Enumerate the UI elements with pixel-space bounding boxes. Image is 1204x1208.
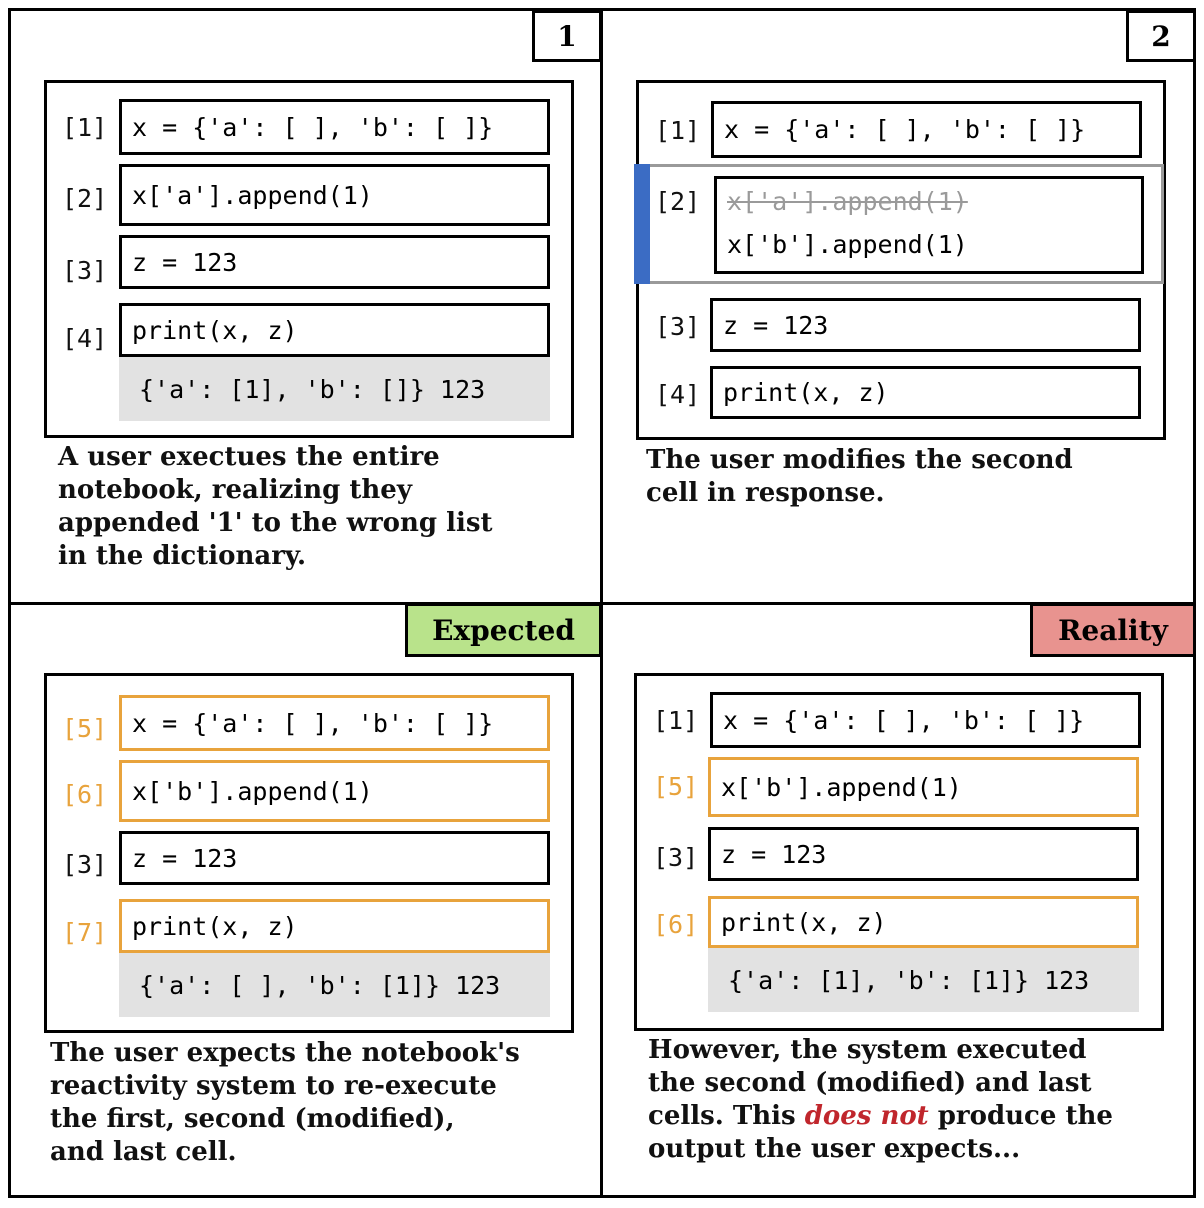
code-cell[interactable]: print(x, z) (710, 366, 1141, 419)
emphasis-text: does not (804, 1101, 929, 1131)
reality-tag: Reality (1030, 603, 1196, 657)
code-cell[interactable]: z = 123 (710, 298, 1141, 352)
cell-number: [6] (62, 780, 108, 809)
cell-output: {'a': [1], 'b': [1]} 123 (708, 948, 1139, 1012)
code-cell-modified[interactable] (714, 176, 1144, 274)
panel-1-tag: 1 (532, 10, 602, 62)
cell-number: [4] (655, 380, 701, 409)
panel-4-caption: However, the system executed the second (modified) and last cells. This does not produce the output the user expects... (648, 1035, 1113, 1164)
code-cell[interactable]: z = 123 (708, 827, 1139, 881)
cell-number: [5] (62, 714, 108, 743)
code-cell[interactable]: z = 123 (119, 235, 550, 289)
new-code: x['b'].append(1) (727, 230, 968, 259)
cell-number: [5] (653, 772, 699, 801)
horizontal-divider (8, 602, 1196, 605)
code-cell-reexecuted[interactable]: x = {'a': [ ], 'b': [ ]} (119, 695, 550, 751)
cell-number: [3] (653, 843, 699, 872)
cell-number: [1] (62, 113, 108, 142)
cell-number: [1] (653, 706, 699, 735)
removed-code: x['a'].append(1) (727, 187, 968, 216)
code-cell[interactable]: x['a'].append(1) (119, 164, 550, 226)
code-cell[interactable]: x = {'a': [ ], 'b': [ ]} (119, 99, 550, 155)
cell-number: [7] (62, 918, 108, 947)
code-cell[interactable]: x = {'a': [ ], 'b': [ ]} (710, 692, 1141, 748)
cell-number: [6] (653, 910, 699, 939)
cell-number: [4] (62, 324, 108, 353)
panel-1-caption: A user exectues the entire notebook, realizing they appended '1' to the wrong list in the dictionary. (58, 442, 493, 571)
code-cell-reexecuted[interactable]: x['b'].append(1) (708, 757, 1139, 817)
cell-number: [3] (655, 312, 701, 341)
expected-tag: Expected (405, 603, 602, 657)
cell-output: {'a': [ ], 'b': [1]} 123 (119, 953, 550, 1017)
cell-number: [2] (62, 184, 108, 213)
cell-number: [3] (62, 256, 108, 285)
code-cell-reexecuted[interactable]: print(x, z) (708, 896, 1139, 948)
panel-3-caption: The user expects the notebook's reactivity system to re-execute the first, second (modified), and last cell. (50, 1038, 520, 1167)
code-cell[interactable]: x = {'a': [ ], 'b': [ ]} (711, 101, 1142, 158)
selected-cell-accent-bar (634, 164, 650, 284)
code-cell-reexecuted[interactable]: print(x, z) (119, 899, 550, 953)
panel-2-caption: The user modifies the second cell in response. (646, 445, 1073, 508)
code-cell-reexecuted[interactable]: x['b'].append(1) (119, 760, 550, 822)
cell-output: {'a': [1], 'b': []} 123 (119, 357, 550, 421)
cell-number: [1] (655, 116, 701, 145)
panel-2-tag: 2 (1126, 10, 1196, 62)
cell-number: [2] (655, 187, 701, 216)
cell-number: [3] (62, 850, 108, 879)
code-cell[interactable]: print(x, z) (119, 303, 550, 357)
code-cell[interactable]: z = 123 (119, 831, 550, 885)
